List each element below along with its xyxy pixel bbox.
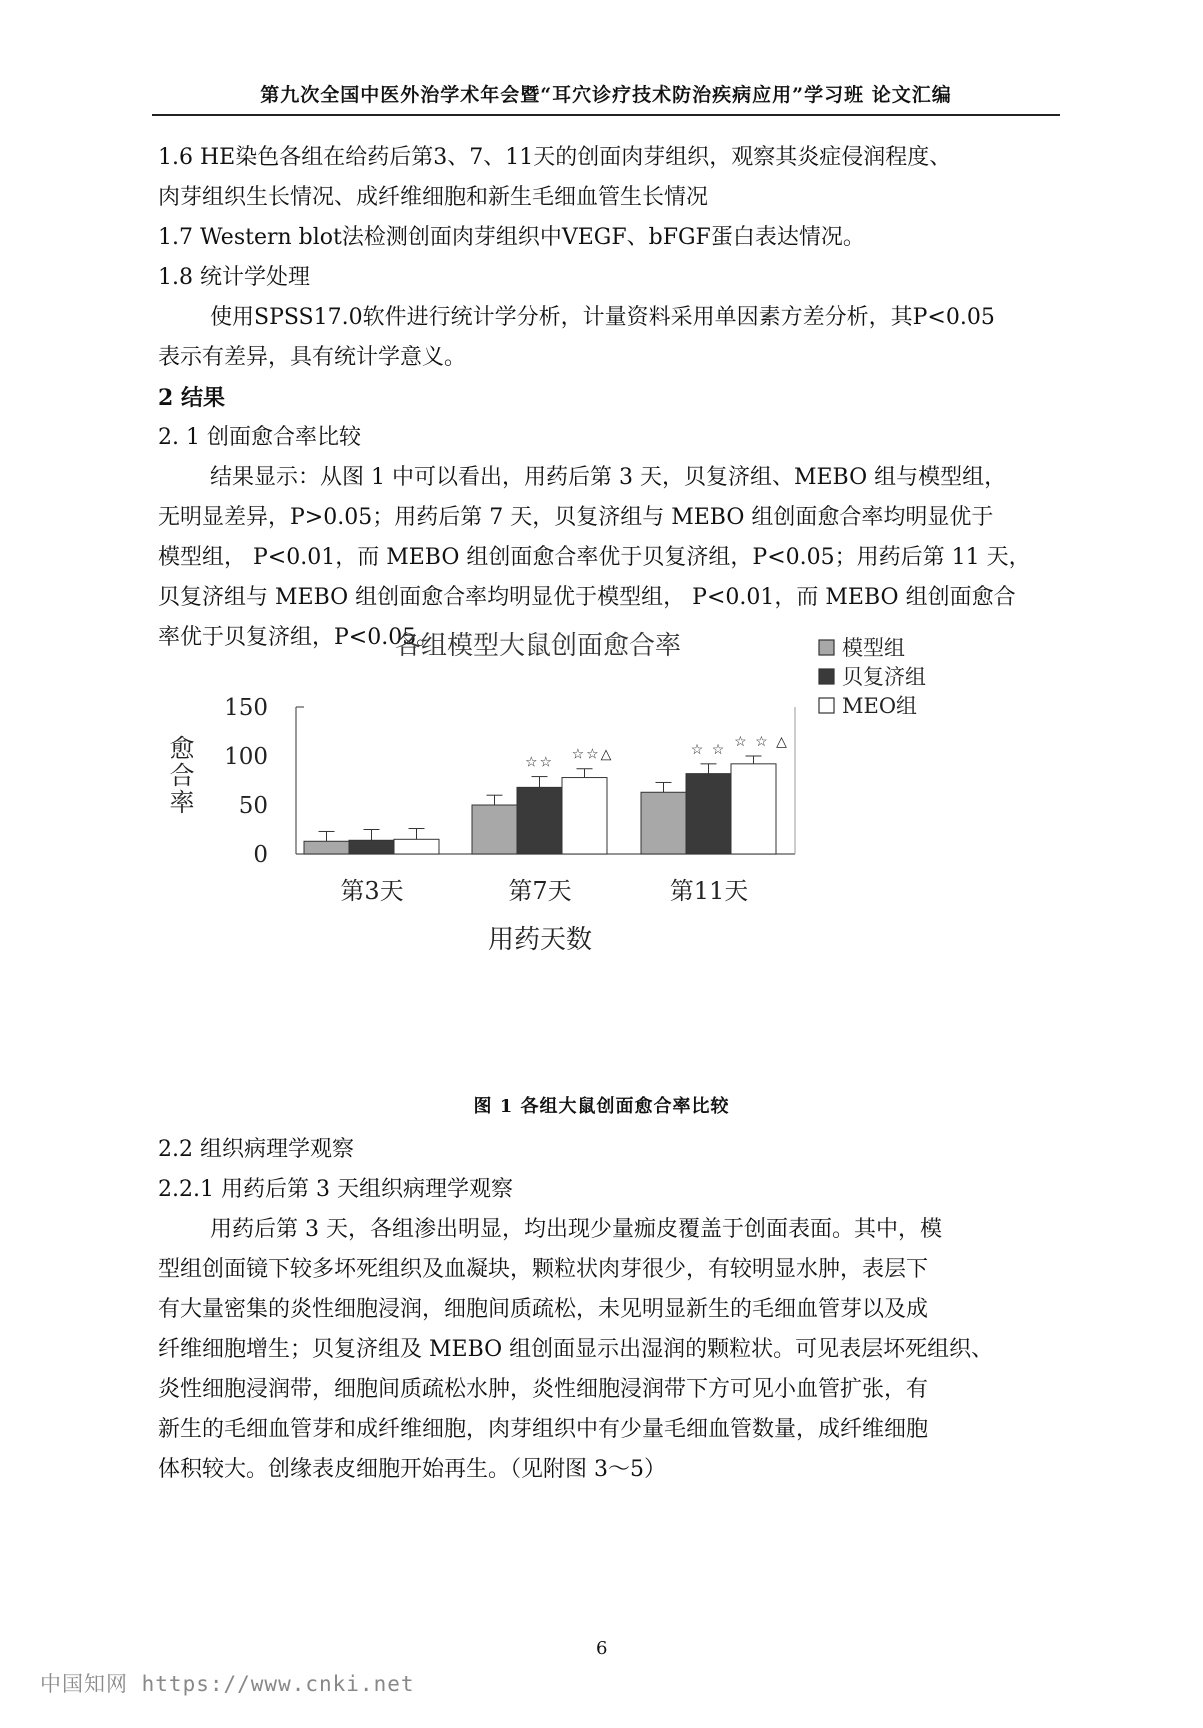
x-axis-label: 用药天数	[487, 925, 593, 955]
y-axis-label-char: 愈	[169, 734, 195, 763]
s21-para5: 率优于贝复济组，P<0.05。	[158, 625, 439, 650]
s221-para3: 有大量密集的炎性细胞浸润，细胞间质疏松，未见明显新生的毛细血管芽以及成	[158, 1297, 929, 1322]
s21-para2: 无明显差异，P>0.05；用药后第 7 天，贝复济组与 MEBO 组创面愈合率均明显优于	[158, 505, 994, 530]
bar-2-0	[641, 792, 686, 854]
s221-para7: 体积较大。创缘表皮细胞开始再生。（见附图 3～5）	[158, 1457, 666, 1482]
s16-line1: 1.6 HE染色各组在给药后第3、7、11天的创面肉芽组织，观察其炎症侵润程度、	[158, 145, 952, 170]
s18-heading: 1.8 统计学处理	[158, 265, 310, 290]
bar-1-2	[562, 778, 607, 854]
significance-mark-0: ☆☆	[524, 754, 555, 771]
bar-1-1	[517, 787, 562, 854]
legend-swatch-1	[819, 669, 834, 684]
bar-0-2	[394, 839, 439, 854]
significance-mark-2: ☆ ☆	[690, 741, 727, 758]
s221-para2: 型组创面镜下较多坏死组织及血凝块，颗粒状肉芽很少，有较明显水肿，表层下	[158, 1257, 929, 1282]
s221-para1: 用药后第 3 天，各组渗出明显，均出现少量痂皮覆盖于创面表面。其中，模	[210, 1217, 942, 1242]
header-text: 第九次全国中医外治学术年会暨“耳穴诊疗技术防治疾病应用”学习班 论文汇编	[260, 84, 952, 106]
s17: 1.7 Western blot法检测创面肉芽组织中VEGF、bFGF蛋白表达情况。	[158, 225, 865, 250]
page-number: 6	[596, 1638, 608, 1659]
bar-2-2	[731, 764, 776, 854]
chart-title: 各组模型大鼠创面愈合率	[394, 631, 682, 661]
y-axis-label-char: 率	[169, 788, 195, 817]
y-tick-label-100: 100	[224, 744, 268, 770]
x-tick-label-0: 第3天	[340, 877, 404, 905]
legend-label-2: MEO组	[842, 694, 918, 718]
legend-swatch-0	[819, 640, 834, 655]
s18-para2: 表示有差异，具有统计学意义。	[158, 345, 467, 370]
y-tick-label-50: 50	[238, 793, 268, 819]
legend-label-1: 贝复济组	[842, 665, 926, 689]
x-tick-label-2: 第11天	[669, 877, 749, 905]
s21-heading: 2. 1 创面愈合率比较	[158, 425, 361, 450]
s21-para4: 贝复济组与 MEBO 组创面愈合率均明显优于模型组， P<0.01，而 MEBO 组创面愈合	[158, 585, 1016, 610]
x-tick-label-1: 第7天	[508, 877, 572, 905]
significance-mark-1: ☆☆△	[571, 746, 614, 763]
s21-para1: 结果显示：从图 1 中可以看出，用药后第 3 天，贝复济组、MEBO 组与模型组，	[210, 465, 1007, 490]
legend-label-0: 模型组	[842, 636, 905, 660]
watermark-footer: 中国知网 https://www.cnki.net	[40, 1672, 415, 1696]
section-2-heading: 2 结果	[158, 385, 225, 411]
significance-mark-3: ☆ ☆ △	[734, 734, 789, 750]
s221-para5: 炎性细胞浸润带，细胞间质疏松水肿，炎性细胞浸润带下方可见小血管扩张，有	[158, 1377, 929, 1402]
s221-para4: 纤维细胞增生；贝复济组及 MEBO 组创面显示出湿润的颗粒状。可见表层坏死组织、	[158, 1337, 994, 1362]
s221-para6: 新生的毛细血管芽和成纤维细胞，肉芽组织中有少量毛细血管数量，成纤维细胞	[158, 1417, 929, 1442]
bar-0-0	[304, 841, 349, 854]
figure-caption: 图 1 各组大鼠创面愈合率比较	[473, 1096, 730, 1117]
running-header	[152, 80, 1060, 116]
s18-para1: 使用SPSS17.0软件进行统计学分析，计量资料采用单因素方差分析，其P<0.05	[210, 305, 995, 330]
y-axis-label-char: 合	[169, 761, 195, 790]
bar-2-1	[686, 774, 731, 854]
s16-line2: 肉芽组织生长情况、成纤维细胞和新生毛细血管生长情况	[158, 185, 709, 210]
y-tick-label-150: 150	[224, 695, 268, 721]
s221-heading: 2.2.1 用药后第 3 天组织病理学观察	[158, 1177, 513, 1202]
y-tick-label-0: 0	[253, 842, 268, 868]
s22-heading: 2.2 组织病理学观察	[158, 1137, 354, 1162]
body-bottom	[158, 1130, 1058, 1490]
body-top	[158, 138, 1058, 658]
bar-0-1	[349, 840, 394, 854]
s21-para3: 模型组， P<0.01，而 MEBO 组创面愈合率优于贝复济组，P<0.05；用药后第 11 天，	[158, 545, 1031, 570]
legend-swatch-2	[819, 698, 834, 713]
bar-1-0	[472, 805, 517, 854]
